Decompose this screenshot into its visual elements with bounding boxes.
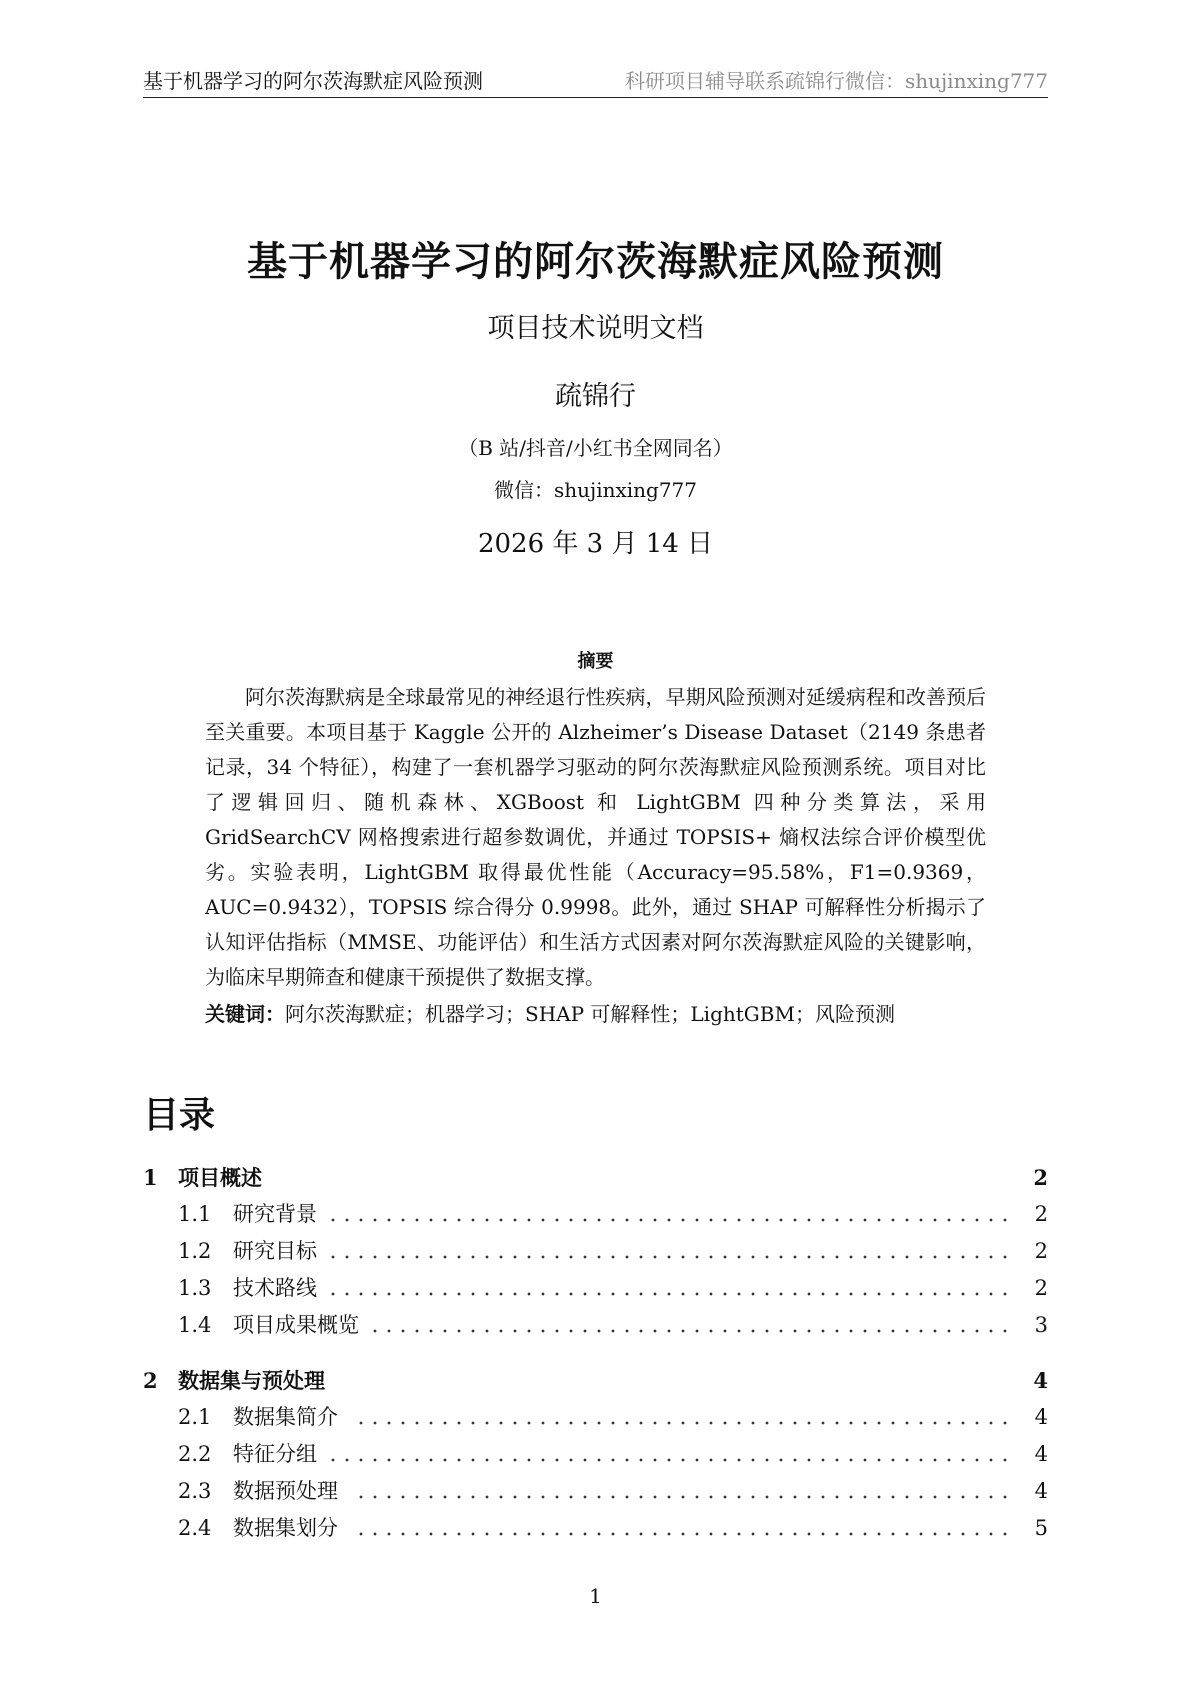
toc-leader [350,1532,1012,1536]
author-wechat: 微信：shujinxing777 [493,478,698,502]
running-header-title: 基于机器学习的阿尔茨海默症风险预测 [143,69,483,93]
toc-number: 1.3 [178,1276,212,1300]
toc-label: 研究目标 [233,1239,317,1263]
toc-page: 5 [1034,1516,1048,1540]
toc-leader [329,1218,1012,1222]
toc-entry-2-1[interactable] [143,1399,1048,1436]
toc-entry-2-4[interactable] [143,1510,1048,1547]
toc-number: 2.3 [178,1479,212,1503]
document-title: 基于机器学习的阿尔茨海默症风险预测 [247,238,944,285]
abstract [205,650,986,1032]
toc-page: 3 [1034,1313,1048,1337]
keywords-label: 关键词： [205,1002,285,1026]
toc-section [143,1159,1048,1344]
toc-page: 2 [1033,1165,1048,1190]
toc-section [143,1362,1048,1547]
toc-entry-1-3[interactable] [143,1270,1048,1307]
toc-leader [350,1495,1012,1499]
document-date: 2026 年 3 月 14 日 [477,529,714,559]
running-header [143,64,1048,98]
table-of-contents [143,1093,1048,1565]
toc-page: 4 [1033,1368,1048,1393]
title-block [0,235,1191,561]
toc-label: 数据集与预处理 [178,1368,325,1393]
toc-number: 2.4 [178,1516,212,1540]
toc-label: 数据集划分 [233,1516,338,1540]
toc-entry-1-4[interactable] [143,1307,1048,1344]
document-subtitle: 项目技术说明文档 [487,313,704,344]
toc-entry-section-2[interactable] [143,1362,1048,1399]
toc-number: 1.2 [178,1239,212,1263]
toc-title: 目录 [143,1094,216,1136]
toc-label: 数据集简介 [233,1405,338,1429]
toc-number: 1.4 [178,1313,212,1337]
toc-leader [329,1458,1012,1462]
toc-number: 1 [143,1165,158,1190]
toc-entry-1-2[interactable] [143,1233,1048,1270]
toc-number: 2 [143,1368,158,1393]
toc-leader [329,1292,1012,1296]
toc-number: 2.2 [178,1442,212,1466]
toc-leader [350,1421,1012,1425]
toc-leader [371,1329,1012,1333]
abstract-body: 阿尔茨海默病是全球最常见的神经退行性疾病，早期风险预测对延缓病程和改善预后至关重要。本项目基于 Kaggle 公开的 Alzheimer’s Disease Dataset（2149 条患者记录，34 个特征），构建了一套机器学习驱动的阿尔茨海默症风险预测系统。项目对比了逻辑回归、随机森林、XGBoost 和 LightGBM 四种分类算法，采用 GridSearchCV 网格搜索进行超参数调优，并通过 TOPSIS+ 熵权法综合评价模型优劣。实验表明，LightGBM 取得最优性能（Accuracy=95.58%，F1=0.9369，AUC=0.9432），TOPSIS 综合得分 0.9998。此外，通过 SHAP 可解释性分析揭示了认知评估指标（MMSE、功能评估）和生活方式因素对阿尔茨海默症风险的关键影响，为临床早期筛查和健康干预提供了数据支撑。 [205,685,986,989]
toc-number: 2.1 [178,1405,212,1429]
toc-page: 4 [1034,1442,1048,1466]
toc-label: 研究背景 [233,1202,317,1226]
toc-number: 1.1 [178,1202,212,1226]
toc-page: 4 [1034,1479,1048,1503]
toc-entry-2-2[interactable] [143,1436,1048,1473]
toc-page: 2 [1034,1202,1048,1226]
toc-page: 2 [1034,1239,1048,1263]
toc-entry-1-1[interactable] [143,1196,1048,1233]
toc-label: 项目成果概览 [233,1313,359,1337]
keywords-list: 阿尔茨海默症；机器学习；SHAP 可解释性；LightGBM；风险预测 [285,1002,895,1026]
toc-label: 数据预处理 [233,1479,338,1503]
toc-label: 技术路线 [233,1276,317,1300]
keywords [205,997,986,1032]
page-number: 1 [589,1584,602,1608]
toc-entry-section-1[interactable] [143,1159,1048,1196]
toc-leader [329,1255,1012,1259]
toc-page: 2 [1034,1276,1048,1300]
author-aka: （B 站/抖音/小红书全网同名） [458,436,733,460]
abstract-heading: 摘要 [577,651,614,672]
running-header-contact: 科研项目辅导联系疏锦行微信：shujinxing777 [624,69,1048,93]
toc-label: 特征分组 [233,1442,317,1466]
toc-label: 项目概述 [178,1165,262,1190]
toc-page: 4 [1034,1405,1048,1429]
toc-entry-2-3[interactable] [143,1473,1048,1510]
author-name: 疏锦行 [555,381,636,412]
